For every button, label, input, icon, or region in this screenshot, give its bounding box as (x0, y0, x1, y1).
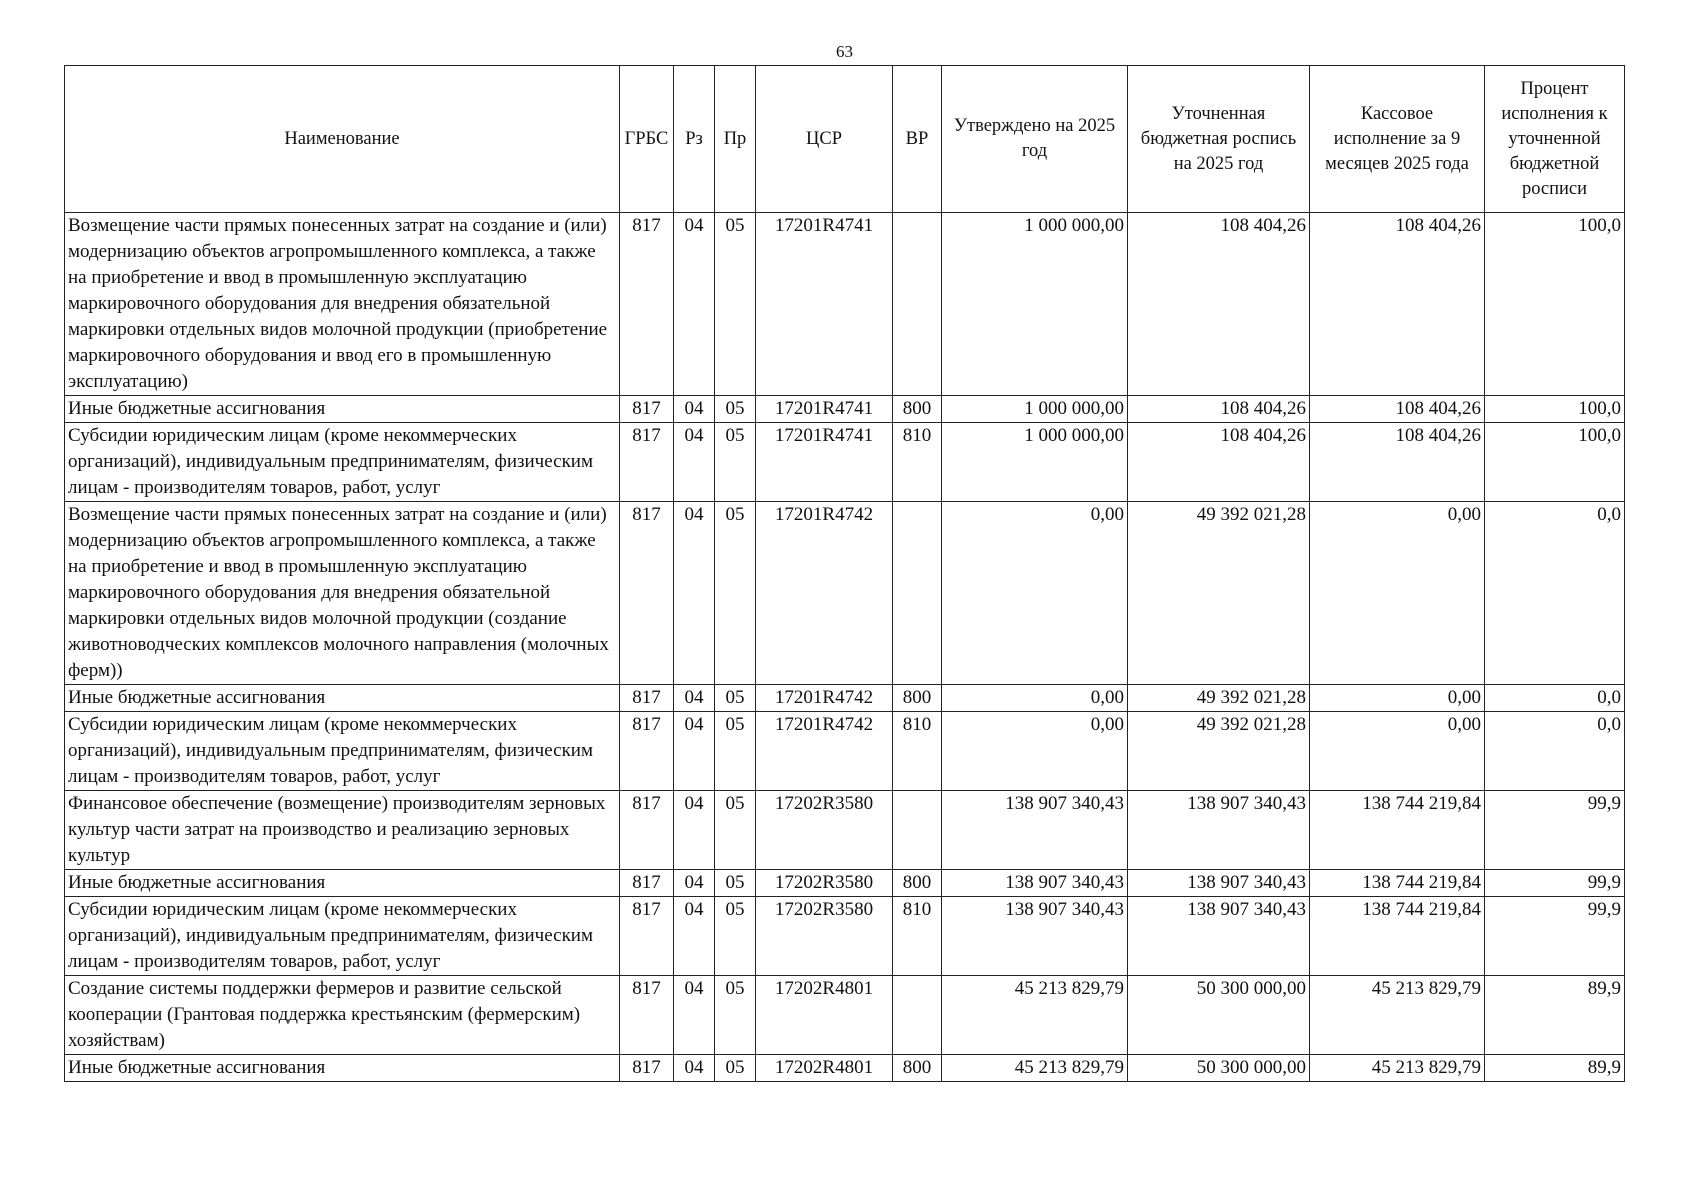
cell-csr: 17202R3580 (756, 791, 893, 870)
cell-cash: 138 744 219,84 (1310, 897, 1485, 976)
cell-grbs: 817 (620, 423, 674, 502)
header-percent: Процент исполнения к уточненной бюджетной росписи (1485, 66, 1625, 213)
cell-specified: 108 404,26 (1128, 213, 1310, 396)
cell-cash: 108 404,26 (1310, 213, 1485, 396)
cell-cash: 108 404,26 (1310, 396, 1485, 423)
cell-grbs: 817 (620, 870, 674, 897)
cell-csr: 17201R4742 (756, 685, 893, 712)
cell-name: Создание системы поддержки фермеров и развитие сельской кооперации (Грантовая поддержка крестьянским (фермерским) хозяйствам) (65, 976, 620, 1055)
cell-rz: 04 (674, 685, 715, 712)
cell-grbs: 817 (620, 213, 674, 396)
cell-cash: 0,00 (1310, 712, 1485, 791)
cell-approved: 1 000 000,00 (942, 423, 1128, 502)
cell-rz: 04 (674, 502, 715, 685)
cell-vr: 810 (893, 712, 942, 791)
cell-percent: 99,9 (1485, 791, 1625, 870)
cell-rz: 04 (674, 976, 715, 1055)
cell-specified: 108 404,26 (1128, 423, 1310, 502)
cell-approved: 138 907 340,43 (942, 791, 1128, 870)
cell-grbs: 817 (620, 897, 674, 976)
cell-approved: 138 907 340,43 (942, 897, 1128, 976)
cell-specified: 138 907 340,43 (1128, 897, 1310, 976)
cell-vr: 810 (893, 423, 942, 502)
cell-csr: 17202R3580 (756, 897, 893, 976)
cell-csr: 17201R4742 (756, 502, 893, 685)
cell-csr: 17202R4801 (756, 976, 893, 1055)
cell-specified: 49 392 021,28 (1128, 502, 1310, 685)
table-row (65, 423, 1625, 502)
cell-name: Субсидии юридическим лицам (кроме некоммерческих организаций), индивидуальным предпринимателям, физическим лицам - производителям товаров, работ, услуг (65, 897, 620, 976)
cell-grbs: 817 (620, 976, 674, 1055)
cell-pr: 05 (715, 712, 756, 791)
cell-pr: 05 (715, 685, 756, 712)
header-approved: Утверждено на 2025 год (942, 66, 1128, 213)
cell-pr: 05 (715, 870, 756, 897)
cell-grbs: 817 (620, 502, 674, 685)
cell-approved: 45 213 829,79 (942, 976, 1128, 1055)
header-rz: Рз (674, 66, 715, 213)
cell-approved: 0,00 (942, 685, 1128, 712)
cell-specified: 138 907 340,43 (1128, 791, 1310, 870)
cell-percent: 99,9 (1485, 897, 1625, 976)
table-body (65, 213, 1625, 1082)
header-grbs: ГРБС (620, 66, 674, 213)
cell-pr: 05 (715, 1055, 756, 1082)
cell-specified: 49 392 021,28 (1128, 685, 1310, 712)
cell-percent: 0,0 (1485, 502, 1625, 685)
cell-csr: 17201R4741 (756, 396, 893, 423)
cell-pr: 05 (715, 423, 756, 502)
cell-approved: 45 213 829,79 (942, 1055, 1128, 1082)
cell-csr: 17202R3580 (756, 870, 893, 897)
cell-cash: 0,00 (1310, 502, 1485, 685)
cell-percent: 0,0 (1485, 685, 1625, 712)
cell-csr: 17201R4742 (756, 712, 893, 791)
cell-vr (893, 791, 942, 870)
cell-vr (893, 213, 942, 396)
cell-specified: 50 300 000,00 (1128, 1055, 1310, 1082)
table-row (65, 213, 1625, 396)
cell-specified: 138 907 340,43 (1128, 870, 1310, 897)
cell-csr: 17201R4741 (756, 423, 893, 502)
table-header (65, 66, 1625, 213)
cell-vr: 800 (893, 685, 942, 712)
table-row (65, 685, 1625, 712)
cell-name: Финансовое обеспечение (возмещение) производителям зерновых культур части затрат на производство и реализацию зерновых культур (65, 791, 620, 870)
cell-approved: 0,00 (942, 712, 1128, 791)
cell-name: Иные бюджетные ассигнования (65, 870, 620, 897)
cell-rz: 04 (674, 1055, 715, 1082)
cell-pr: 05 (715, 213, 756, 396)
cell-rz: 04 (674, 870, 715, 897)
header-pr: Пр (715, 66, 756, 213)
cell-percent: 100,0 (1485, 396, 1625, 423)
cell-pr: 05 (715, 396, 756, 423)
cell-name: Иные бюджетные ассигнования (65, 396, 620, 423)
cell-rz: 04 (674, 712, 715, 791)
cell-pr: 05 (715, 897, 756, 976)
cell-name: Субсидии юридическим лицам (кроме некоммерческих организаций), индивидуальным предпринимателям, физическим лицам - производителям товаров, работ, услуг (65, 712, 620, 791)
table-row (65, 870, 1625, 897)
table-row (65, 1055, 1625, 1082)
cell-grbs: 817 (620, 1055, 674, 1082)
cell-pr: 05 (715, 791, 756, 870)
cell-csr: 17202R4801 (756, 1055, 893, 1082)
table-row (65, 791, 1625, 870)
cell-csr: 17201R4741 (756, 213, 893, 396)
cell-approved: 138 907 340,43 (942, 870, 1128, 897)
header-cash: Кассовое исполнение за 9 месяцев 2025 года (1310, 66, 1485, 213)
cell-cash: 45 213 829,79 (1310, 976, 1485, 1055)
cell-name: Субсидии юридическим лицам (кроме некоммерческих организаций), индивидуальным предпринимателям, физическим лицам - производителям товаров, работ, услуг (65, 423, 620, 502)
table-row (65, 396, 1625, 423)
cell-percent: 89,9 (1485, 1055, 1625, 1082)
cell-percent: 89,9 (1485, 976, 1625, 1055)
cell-rz: 04 (674, 897, 715, 976)
header-vr: ВР (893, 66, 942, 213)
cell-vr (893, 976, 942, 1055)
cell-vr: 800 (893, 1055, 942, 1082)
cell-percent: 99,9 (1485, 870, 1625, 897)
table-row (65, 976, 1625, 1055)
cell-percent: 100,0 (1485, 213, 1625, 396)
cell-name: Возмещение части прямых понесенных затрат на создание и (или) модернизацию объектов агропромышленного комплекса, а также на приобретение и ввод в промышленную эксплуатацию маркировочного оборудования для внедрения обязательной маркировки отдельных видов молочной продукции (создание животноводческих комплексов молочного направления (молочных ферм)) (65, 502, 620, 685)
cell-cash: 138 744 219,84 (1310, 791, 1485, 870)
page-number: 63 (836, 42, 853, 61)
cell-grbs: 817 (620, 791, 674, 870)
cell-percent: 0,0 (1485, 712, 1625, 791)
cell-grbs: 817 (620, 396, 674, 423)
cell-cash: 45 213 829,79 (1310, 1055, 1485, 1082)
cell-vr (893, 502, 942, 685)
cell-grbs: 817 (620, 712, 674, 791)
cell-vr: 810 (893, 897, 942, 976)
cell-cash: 0,00 (1310, 685, 1485, 712)
cell-approved: 1 000 000,00 (942, 213, 1128, 396)
cell-cash: 138 744 219,84 (1310, 870, 1485, 897)
header-name: Наименование (65, 66, 620, 213)
cell-rz: 04 (674, 791, 715, 870)
cell-cash: 108 404,26 (1310, 423, 1485, 502)
cell-name: Возмещение части прямых понесенных затрат на создание и (или) модернизацию объектов агропромышленного комплекса, а также на приобретение и ввод в промышленную эксплуатацию маркировочного оборудования для внедрения обязательной маркировки отдельных видов молочной продукции (приобретение маркировочного оборудования и ввод его в промышленную эксплуатацию) (65, 213, 620, 396)
cell-vr: 800 (893, 870, 942, 897)
header-specified: Уточненная бюджетная роспись на 2025 год (1128, 66, 1310, 213)
cell-pr: 05 (715, 502, 756, 685)
table-row (65, 502, 1625, 685)
cell-pr: 05 (715, 976, 756, 1055)
table-row (65, 897, 1625, 976)
cell-vr: 800 (893, 396, 942, 423)
budget-execution-table (64, 65, 1625, 1082)
cell-percent: 100,0 (1485, 423, 1625, 502)
cell-name: Иные бюджетные ассигнования (65, 1055, 620, 1082)
cell-specified: 50 300 000,00 (1128, 976, 1310, 1055)
header-csr: ЦСР (756, 66, 893, 213)
cell-rz: 04 (674, 213, 715, 396)
cell-specified: 49 392 021,28 (1128, 712, 1310, 791)
cell-specified: 108 404,26 (1128, 396, 1310, 423)
cell-name: Иные бюджетные ассигнования (65, 685, 620, 712)
cell-rz: 04 (674, 396, 715, 423)
cell-approved: 1 000 000,00 (942, 396, 1128, 423)
cell-grbs: 817 (620, 685, 674, 712)
cell-rz: 04 (674, 423, 715, 502)
table-row (65, 712, 1625, 791)
cell-approved: 0,00 (942, 502, 1128, 685)
